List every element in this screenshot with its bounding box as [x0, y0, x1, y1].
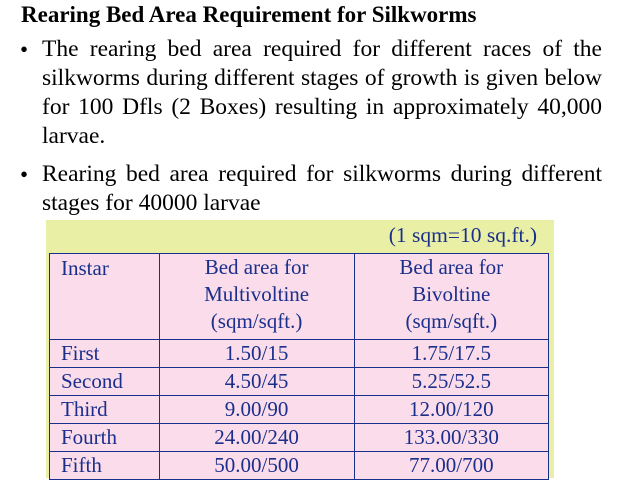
header-multivoltine	[159, 254, 354, 340]
header-instar: Instar	[50, 254, 160, 340]
cell-bivoltine: 77.00/700	[354, 452, 548, 480]
header-line: (sqm/sqft.)	[405, 309, 498, 333]
cell-bivoltine: 133.00/330	[354, 424, 548, 452]
cell-bivoltine: 1.75/17.5	[354, 340, 548, 368]
header-line: Multivoltine	[204, 282, 310, 306]
cell-instar: Third	[50, 396, 160, 424]
page-title: Rearing Bed Area Requirement for Silkworms	[21, 2, 477, 27]
cell-instar: First	[50, 340, 160, 368]
table-row	[50, 424, 549, 452]
bullet-list-1	[17, 35, 602, 151]
header-line: Bivoltine	[412, 282, 491, 306]
bullet-item	[17, 35, 602, 151]
cell-multivoltine: 1.50/15	[159, 340, 354, 368]
cell-bivoltine: 12.00/120	[354, 396, 548, 424]
cell-multivoltine: 24.00/240	[159, 424, 354, 452]
cell-bivoltine: 5.25/52.5	[354, 368, 548, 396]
table-row	[50, 452, 549, 480]
table-header-row	[50, 254, 549, 340]
cell-multivoltine: 9.00/90	[159, 396, 354, 424]
header-line: (sqm/sqft.)	[210, 309, 303, 333]
table-row	[50, 340, 549, 368]
table-panel	[46, 220, 554, 478]
table-row	[50, 368, 549, 396]
header-line: Bed area for	[204, 255, 309, 279]
header-bivoltine	[354, 254, 548, 340]
bed-area-table	[49, 253, 549, 480]
bullet-text: The rearing bed area required for different races of the silkworms during different stages of growth is given below for 100 Dfls (2 Boxes) resulting in approximately 40,000 larvae.	[42, 36, 602, 149]
header-line: Bed area for	[399, 255, 504, 279]
cell-multivoltine: 4.50/45	[159, 368, 354, 396]
bullet-text: Rearing bed area required for silkworms during different stages for 40000 larvae	[42, 161, 602, 216]
bullet-icon: •	[20, 162, 29, 187]
cell-instar: Second	[50, 368, 160, 396]
table-row	[50, 396, 549, 424]
cell-instar: Fourth	[50, 424, 160, 452]
cell-multivoltine: 50.00/500	[159, 452, 354, 480]
bullet-icon: •	[20, 37, 29, 62]
unit-note: (1 sqm=10 sq.ft.)	[388, 223, 537, 247]
bullet-item	[17, 160, 602, 218]
cell-instar: Fifth	[50, 452, 160, 480]
bullet-list-2	[17, 160, 602, 218]
